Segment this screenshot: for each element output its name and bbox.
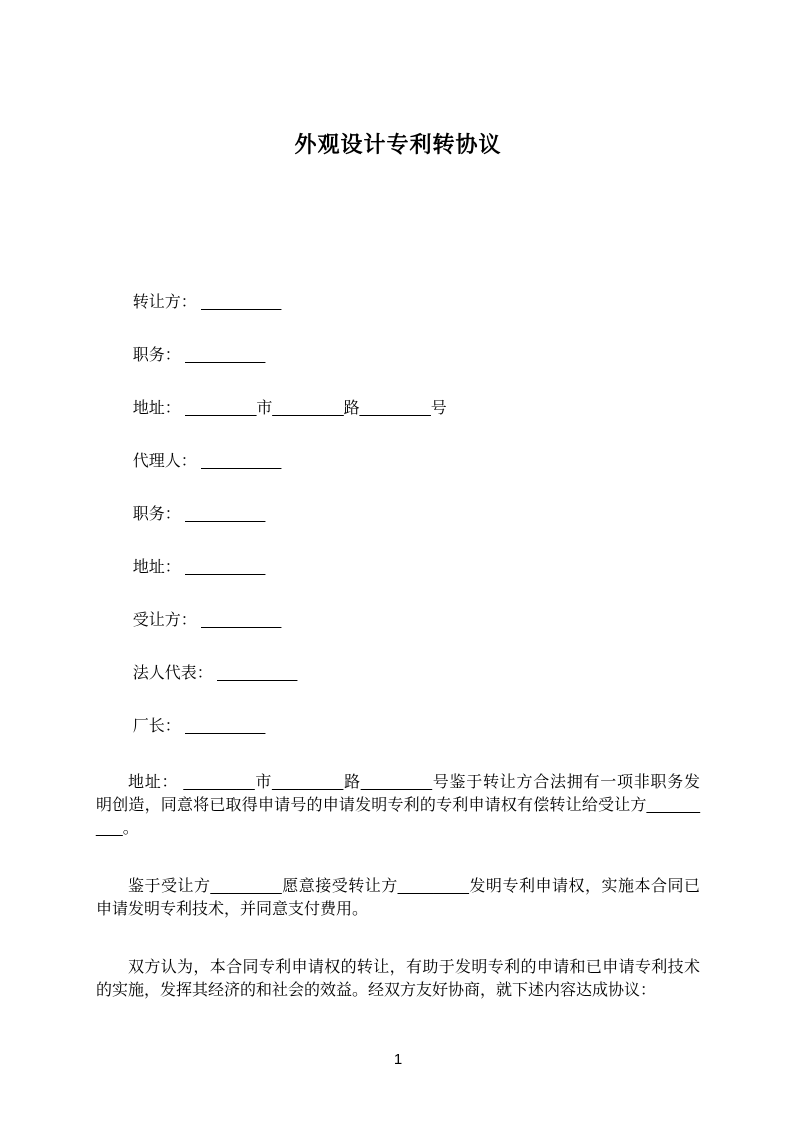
field-line-position-2: 职务： _________ — [132, 506, 266, 523]
field-line-transferee: 受让方： _________ — [132, 612, 282, 629]
text-line: 双方认为，本合同专利申请权的转让，有助于发明专利的申请和已申请专利技术 — [128, 959, 700, 976]
field-line-transferor: 转让方： _________ — [132, 294, 282, 311]
field-line-address: 地址： ________市________路________号 — [132, 400, 447, 417]
page-number: 1 — [393, 1051, 403, 1068]
text-line: 的实施，发挥其经济的和社会的效益。经双方友好协商，就下述内容达成协议： — [96, 982, 657, 999]
text-line: ___。 — [96, 820, 139, 837]
paragraph-transferee-recital — [96, 875, 700, 921]
text-line: 申请发明专利技术，并同意支付费用。 — [96, 901, 369, 918]
paragraph-purpose — [96, 956, 700, 1002]
text-line: 明创造，同意将已取得申请号的申请发明专利的专利申请权有偿转让给受让方______ — [96, 797, 700, 814]
paragraph-address-recital — [96, 771, 700, 840]
page-content — [0, 130, 793, 1071]
text-line: 地址： ________市________路________号鉴于转让方合法拥有一项非职务发 — [128, 774, 700, 791]
field-line-position: 职务： _________ — [132, 347, 266, 364]
field-line-agent: 代理人： _________ — [132, 453, 282, 470]
field-line-address-2: 地址： _________ — [132, 559, 266, 576]
field-line-factory-director: 厂长： _________ — [132, 718, 266, 735]
text-line: 鉴于受让方________愿意接受转让方________发明专利申请权，实施本合同已 — [128, 878, 700, 895]
document-title: 外观设计专利转协议 — [294, 132, 502, 157]
form-fields-block — [96, 291, 700, 738]
field-line-legal-representative: 法人代表： _________ — [132, 665, 298, 682]
